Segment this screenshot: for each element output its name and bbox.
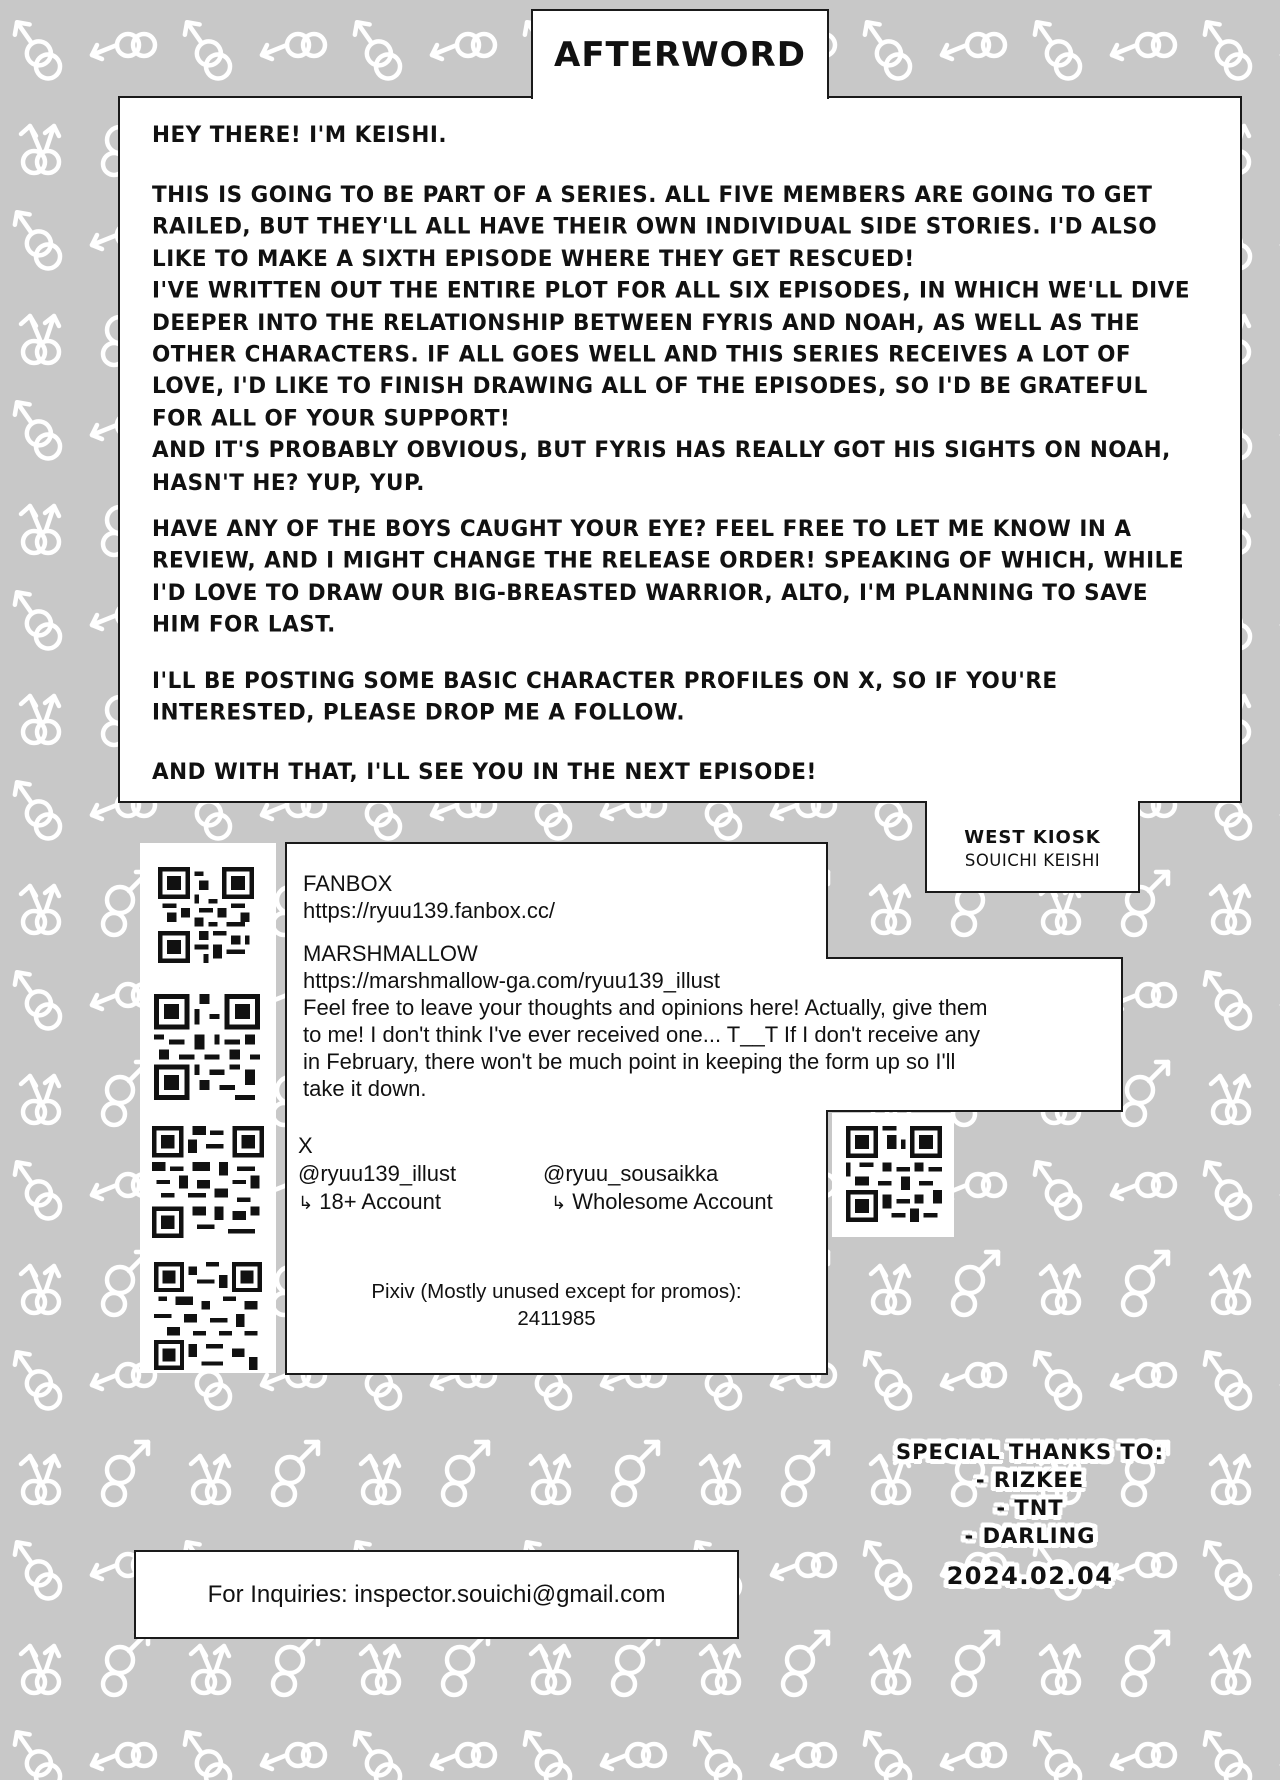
subitem-arrow-icon: ↳ [298,1193,314,1214]
afterword-line: REVIEW, AND I MIGHT CHANGE THE RELEASE ORDER! SPEAKING OF WHICH, WHILE [152,548,1185,575]
special-thanks-name: - DARLING [964,1524,1096,1548]
x-label: X [298,1133,313,1158]
afterword-line: I'VE WRITTEN OUT THE ENTIRE PLOT FOR ALL SIX EPISODES, IN WHICH WE'LL DIVE [152,278,1190,305]
fanbox-url-link[interactable]: https://ryuu139.fanbox.cc/ [303,898,555,923]
afterword-paragraph-release-order [152,514,1210,642]
afterword-line: HEY THERE! I'M KEISHI. [152,122,448,149]
afterword-line: INTERESTED, PLEASE DROP ME A FOLLOW. [152,700,685,727]
qr-code-column [140,843,276,1373]
afterword-line: I'D LOVE TO DRAW OUR BIG-BREASTED WARRIOR, ALTO, I'M PLANNING TO SAVE [152,580,1149,607]
publication-date: 2024.02.04 [946,1562,1114,1590]
marshmallow-url-link[interactable]: https://marshmallow-ga.com/ryuu139_illust [303,968,720,993]
afterword-paragraph-greeting [152,120,1210,152]
qr-code-placeholder-graphic [154,1261,262,1371]
special-thanks-name: - TNT [996,1496,1064,1520]
afterword-line: THIS IS GOING TO BE PART OF A SERIES. ALL FIVE MEMBERS ARE GOING TO GET [152,182,1153,209]
inquiries-box [134,1550,739,1639]
page-title: AFTERWORD [554,35,806,75]
afterword-title-tab [531,9,829,99]
afterword-paragraph-closing [152,757,1210,789]
afterword-line: RAILED, BUT THEY'LL ALL HAVE THEIR OWN INDIVIDUAL SIDE STORIES. I'D ALSO [152,214,1158,241]
fanbox-label: FANBOX [303,871,393,896]
subitem-arrow-icon: ↳ [551,1193,567,1214]
afterword-paragraph-profiles [152,666,1210,730]
circle-name: WEST KIOSK [964,826,1101,848]
qr-code-icon[interactable] [154,1261,262,1371]
x-account-description: 18+ Account [319,1189,441,1214]
qr-code-right-container [832,1113,954,1237]
qr-code-placeholder-graphic [154,993,260,1101]
afterword-line: DEEPER INTO THE RELATIONSHIP BETWEEN FYRIS AND NOAH, AS WELL AS THE [152,310,1140,337]
afterword-line: LIKE TO MAKE A SIXTH EPISODE WHERE THEY GET RESCUED! [152,246,915,273]
pixiv-id[interactable]: 2411985 [517,1307,596,1330]
pixiv-block [285,1278,828,1332]
special-thanks-name: - RIZKEE [975,1468,1085,1492]
afterword-line: LOVE, I'D LIKE TO FINISH DRAWING ALL OF THE EPISODES, SO I'D BE GRATEFUL [152,374,1148,401]
special-thanks-block [880,1438,1180,1590]
x-handle-link[interactable]: @ryuu139_illust [298,1161,457,1186]
marshmallow-note-line: to me! I don't think I've ever received one... T__T If I don't receive any [303,1022,981,1047]
x-account-description: Wholesome Account [572,1189,773,1214]
x-accounts-block [298,1132,828,1214]
afterword-line: I'LL BE POSTING SOME BASIC CHARACTER PROFILES ON X, SO IF YOU'RE [152,668,1058,695]
qr-code-icon[interactable] [154,993,260,1101]
x-handle-link[interactable]: @ryuu_sousaikka [543,1161,719,1186]
afterword-line: AND WITH THAT, I'LL SEE YOU IN THE NEXT EPISODE! [152,759,817,786]
afterword-line: HAVE ANY OF THE BOYS CAUGHT YOUR EYE? FEEL FREE TO LET ME KNOW IN A [152,516,1132,543]
qr-code-icon[interactable] [152,1125,264,1239]
afterword-message-box [118,96,1242,803]
contact-panel-join-lower [287,1108,826,1113]
marshmallow-label: MARSHMALLOW [303,941,478,966]
signature-tab-join [927,798,1138,804]
x-account-adult [298,1160,456,1218]
afterword-line: HIM FOR LAST. [152,612,336,639]
marshmallow-note-line: Feel free to leave your thoughts and opinions here! Actually, give them [303,995,988,1020]
x-account-wholesome [543,1160,773,1218]
qr-code-icon[interactable] [846,1125,942,1223]
title-tab-join [533,94,827,100]
contact-links-block [303,870,1123,1102]
qr-code-placeholder-graphic [158,866,254,964]
afterword-line: HASN'T HE? YUP, YUP. [152,469,425,497]
qr-code-placeholder-graphic [152,1125,264,1239]
qr-code-icon[interactable] [158,866,254,964]
author-name: SOUICHI KEISHI [964,850,1101,870]
afterword-line: AND IT'S PROBABLY OBVIOUS, BUT FYRIS HAS REALLY GOT HIS SIGHTS ON NOAH, [152,437,1171,465]
afterword-paragraph-series [152,180,1210,499]
afterword-line: FOR ALL OF YOUR SUPPORT! [152,405,511,433]
afterword-line: OTHER CHARACTERS. IF ALL GOES WELL AND THIS SERIES RECEIVES A LOT OF [152,342,1132,369]
marshmallow-note-line: take it down. [303,1076,427,1101]
pixiv-label: Pixiv (Mostly unused except for promos): [371,1280,742,1303]
marshmallow-note-line: in February, there won't be much point in keeping the form up so I'll [303,1049,956,1074]
inquiries-email-link[interactable]: For Inquiries: inspector.souichi@gmail.com [207,1580,666,1608]
qr-code-placeholder-graphic [846,1125,942,1223]
special-thanks-heading: SPECIAL THANKS TO: [895,1440,1165,1464]
